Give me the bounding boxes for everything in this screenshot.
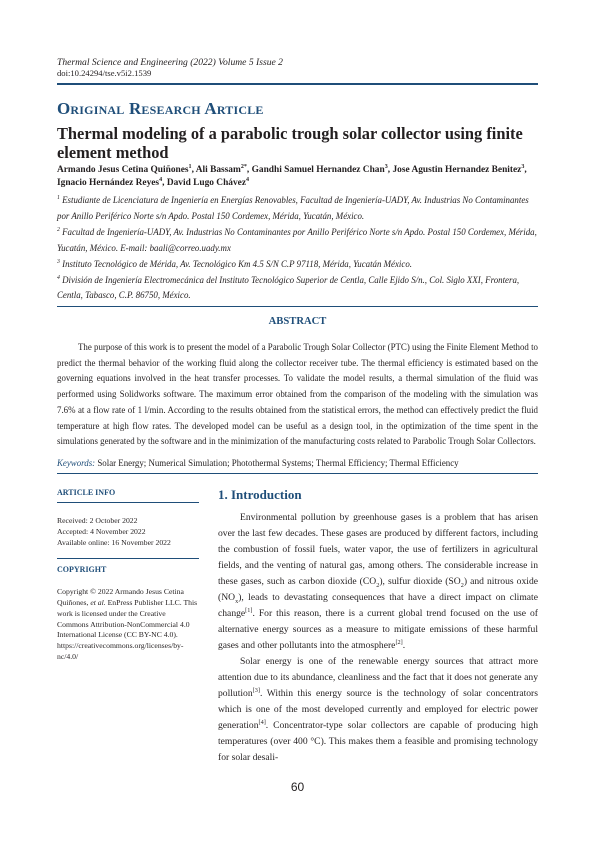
author: Gandhi Samuel Hernandez Chan bbox=[251, 165, 385, 175]
page-number: 60 bbox=[290, 780, 305, 794]
doi[interactable]: doi:10.24294/tse.v5i2.1539 bbox=[57, 68, 152, 78]
received-date: Received: 2 October 2022 bbox=[57, 516, 138, 525]
keywords-list: Solar Energy; Numerical Simulation; Photothermal Systems; Thermal Efficiency; Thermal Efficiency bbox=[97, 458, 459, 468]
main-column bbox=[218, 487, 538, 766]
article-dates bbox=[57, 516, 199, 548]
author-affiliation-mark: 1 bbox=[188, 163, 192, 170]
accepted-date: Accepted: 4 November 2022 bbox=[57, 526, 146, 536]
paper-title: Thermal modeling of a parabolic trough solar collector using finite element method bbox=[57, 124, 523, 162]
copyright-heading: COPYRIGHT bbox=[57, 565, 107, 575]
sidebar-divider bbox=[57, 502, 199, 503]
article-info-heading: ARTICLE INFO bbox=[57, 488, 116, 497]
license-link[interactable]: https://creativecommons.org/licenses/by-nc/4.0/ bbox=[57, 641, 184, 661]
author: Ignacio Hernández Reyes bbox=[57, 178, 160, 188]
citation-link[interactable]: [3] bbox=[252, 686, 260, 694]
author: Jose Agustin Hernandez Benitez bbox=[392, 165, 522, 175]
paragraph: Solar energy is one of the renewable energy sources that attract more attention due to its abundance, cleanliness and the fact that it does not generate any pollution[3]. Within this energy source is the technology of solar concentrators which is one of the most developed currently and employed for electric power generation[4]. Concentrator-type solar collectors are capable of producing high temperatures (over 400 °C). This makes them a feasible and promising technology for solar desali- bbox=[218, 656, 538, 763]
author-affiliation-mark: 4 bbox=[159, 176, 163, 183]
author: David Lugo Chávez bbox=[166, 178, 246, 188]
et-al: et al. bbox=[90, 597, 106, 607]
affiliations bbox=[57, 193, 538, 304]
author-list: Armando Jesus Cetina Quiñones$^1$, Ali Bassam$^{2*}$, Gandhi Samuel Hernandez Chan$^3$, Jose Agustin Hernandez Benitez$^3$, Ignacio Hernández Reyes$^4$, David Lugo Chávez$^4$ bbox=[57, 163, 527, 188]
affiliation: $^1$ Estudiante de Licenciatura de Ingeniería en Energías Renovables, Facultad de Ingeniería-UADY, Av. Industrias No Contaminantes por Anillo Periférico Norte s/n Apdo. Postal 150 Cordemex, Mérida, Yucatán, México. bbox=[57, 195, 529, 221]
citation-link[interactable]: [1] bbox=[245, 606, 253, 614]
author-affiliation-mark: 2* bbox=[240, 163, 247, 170]
abstract-text: The purpose of this work is to present the model of a Parabolic Trough Solar Collector (PTC) using the Finite Element Method to predict the thermal behavior of the working fluid along the collector receiver tube. The thermal efficiency is estimated based on the governing equations involved in the heat transfer processes. To validate the model results, a thermal simulation of the fluid was performed using Solidworks software. The maximum error obtained from the comparison of the modeling with the simulation was 7.6% at a flow rate of 1 l/min. According to the results obtained from the statistical errors, the method can effectively predict the fluid temperature at high flow rates. The developed model can be useful as a design tool, in the optimization of the time spent in the simulations generated by the software and in the minimization of the manufacturing costs related to Parabolic Trough Solar Collectors. bbox=[57, 342, 538, 447]
affiliation: $^2$ Facultad de Ingeniería-UADY, Av. Industrias No Contaminantes por Anillo Periférico Norte s/n Apdo. Postal 150 Cordemex, Mérida, Yucatán, México. E-mail: baali@correo.uady.mx bbox=[57, 226, 537, 253]
article-type: Original Research Article bbox=[57, 99, 264, 118]
affiliation: $^4$ División de Ingeniería Electromecánica del Instituto Tecnológico Superior de Centla, Calle Ejido S/n., Col. Siglo XXI, Frontera, Centla, Tabasco, C.P. 86750, México. bbox=[57, 274, 520, 301]
keywords bbox=[57, 457, 538, 470]
sidebar-divider bbox=[57, 558, 199, 559]
author-affiliation-mark: 3 bbox=[384, 163, 388, 170]
header-divider bbox=[57, 83, 538, 85]
affiliation: $^3$ Instituto Tecnológico de Mérida, Av. Tecnológico Km 4.5 S/N C.P 97118, Mérida, Yucatán México. bbox=[57, 258, 412, 269]
author-affiliation-mark: 3 bbox=[521, 163, 525, 170]
author: Armando Jesus Cetina Quiñones bbox=[57, 165, 189, 175]
abstract-section bbox=[57, 306, 538, 474]
author-affiliation-mark: 4 bbox=[246, 176, 250, 183]
author: Ali Bassam bbox=[195, 165, 241, 175]
keywords-label: Keywords: bbox=[57, 458, 96, 468]
abstract-heading: ABSTRACT bbox=[268, 316, 327, 327]
citation-link[interactable]: [4] bbox=[258, 718, 266, 726]
copyright-text: Copyright © 2022 Armando Jesus Cetina Quiñones, et al. EnPress Publisher LLC. This work is licensed under the Creative Commons Attribution-NonCommercial 4.0 International License (CC BY-NC 4.0). https://creativecommons.org/licenses/by-nc/4.0/ bbox=[57, 587, 198, 661]
paragraph: Environmental pollution by greenhouse gases is a problem that has arisen over the last few decades. These gases are produced by different factors, including the combustion of fossil fuels, water vapor, the use of fertilizers in agricultural fields, and the venting of natural gas, among others. The considerable increase in these gases, such as carbon dioxide $(CO_2)$, sulfur dioxide $(SO_2)$ and nitrous oxide $(NO_x)$, leads to devastating consequences that have a direct impact on climate change[1]. For this reason, there is a current global trend focused on the use of alternative energy sources as a measure to mitigate emissions of these harmful gases and other pollutants into the atmosphere[2]. bbox=[218, 512, 538, 651]
section-heading: 1. Introduction bbox=[218, 487, 302, 502]
journal-header bbox=[57, 57, 538, 79]
article-info-sidebar bbox=[57, 488, 199, 663]
citation-link[interactable]: [2] bbox=[395, 638, 403, 646]
online-date: Available online: 16 November 2022 bbox=[57, 537, 171, 547]
journal-name: Thermal Science and Engineering (2022) Volume 5 Issue 2 bbox=[57, 57, 283, 68]
